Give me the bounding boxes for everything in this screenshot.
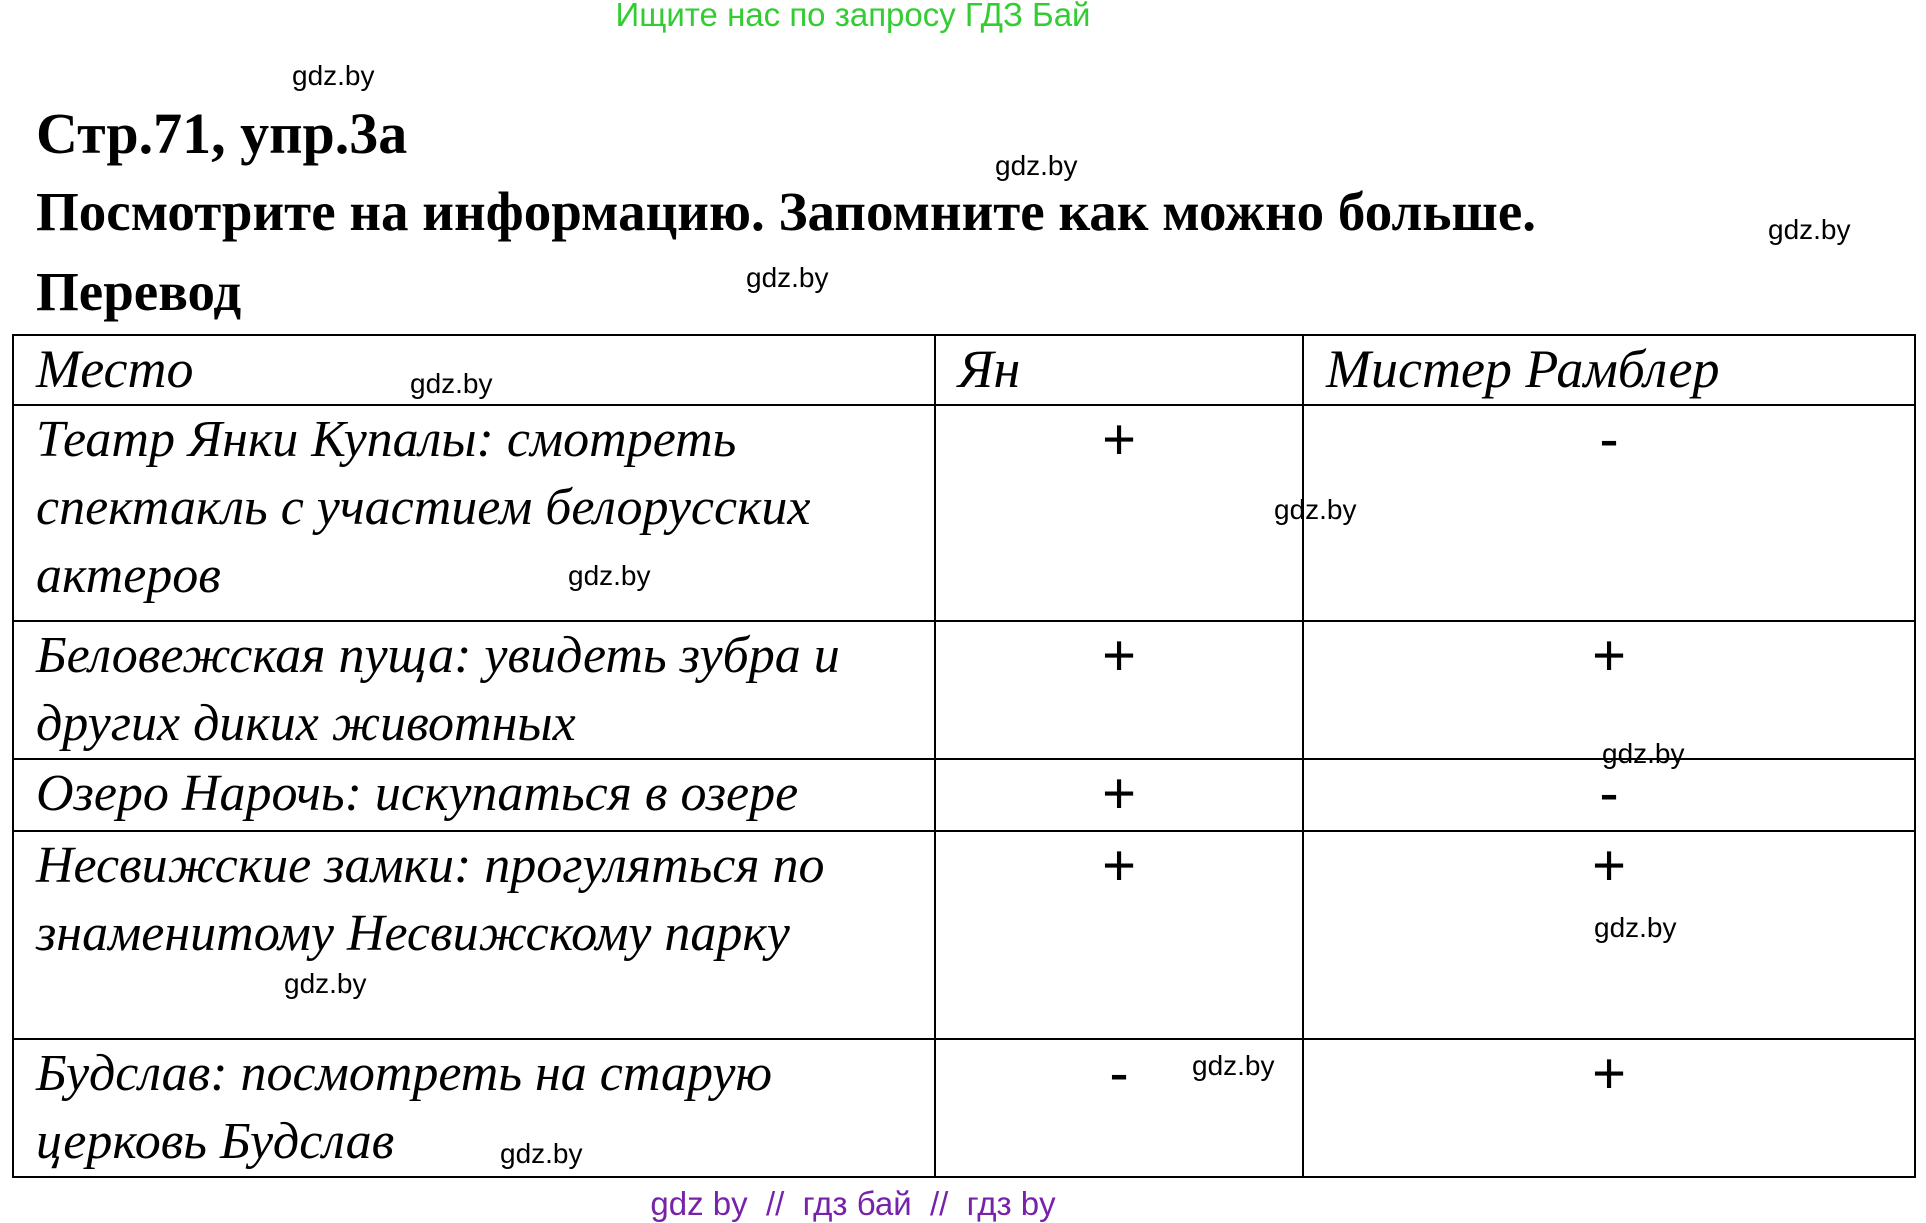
place-cell: Несвижские замки: прогуляться по знаменитому Несвижскому парку <box>13 831 935 1039</box>
yan-mark: + <box>935 759 1303 831</box>
watermark: gdz.by <box>1594 912 1677 943</box>
rambler-mark: + <box>1303 621 1915 759</box>
rambler-mark: + <box>1303 1039 1915 1177</box>
header-place: Место <box>13 335 935 405</box>
watermark: gdz.by <box>292 60 375 91</box>
watermark: gdz.by <box>284 968 367 999</box>
rambler-mark: - <box>1303 405 1915 621</box>
translation-label: Перевод <box>36 261 242 322</box>
table-row <box>13 1039 1915 1177</box>
watermark: gdz.by <box>1274 494 1357 525</box>
place-cell: Беловежская пуща: увидеть зубра и других диких животных <box>13 621 935 759</box>
top-banner-text: Ищите нас по запросу ГДЗ Бай <box>615 0 1091 33</box>
watermark: gdz.by <box>995 150 1078 181</box>
place-cell: Озеро Нарочь: искупаться в озере <box>13 759 935 831</box>
table-header-row <box>13 335 1915 405</box>
table-row <box>13 405 1915 621</box>
yan-mark: - <box>935 1039 1303 1177</box>
page-title: Стр.71, упр.3а <box>36 101 408 166</box>
yan-mark: + <box>935 831 1303 1039</box>
header-rambler: Мистер Рамблер <box>1303 335 1915 405</box>
watermark: gdz.by <box>746 262 829 293</box>
watermark: gdz.by <box>410 368 493 399</box>
watermark: gdz.by <box>1768 214 1851 245</box>
yan-mark: + <box>935 405 1303 621</box>
rambler-mark: + <box>1303 831 1915 1039</box>
instruction-text: Посмотрите на информацию. Запомните как можно больше. <box>36 181 1537 242</box>
yan-mark: + <box>935 621 1303 759</box>
footer-links <box>0 1185 1926 1223</box>
rambler-mark: - <box>1303 759 1915 831</box>
header-yan: Ян <box>935 335 1303 405</box>
watermark: gdz.by <box>500 1138 583 1169</box>
place-cell: Будслав: посмотреть на старую церковь Будслав <box>13 1039 935 1177</box>
top-banner <box>0 0 1926 34</box>
watermark: gdz.by <box>568 560 651 591</box>
footer-text: gdz by // гдз бай // гдз by <box>650 1185 1056 1222</box>
watermark: gdz.by <box>1192 1050 1275 1081</box>
place-cell: Театр Янки Купалы: смотреть спектакль с участием белорусских актеров <box>13 405 935 621</box>
watermark: gdz.by <box>1602 738 1685 769</box>
